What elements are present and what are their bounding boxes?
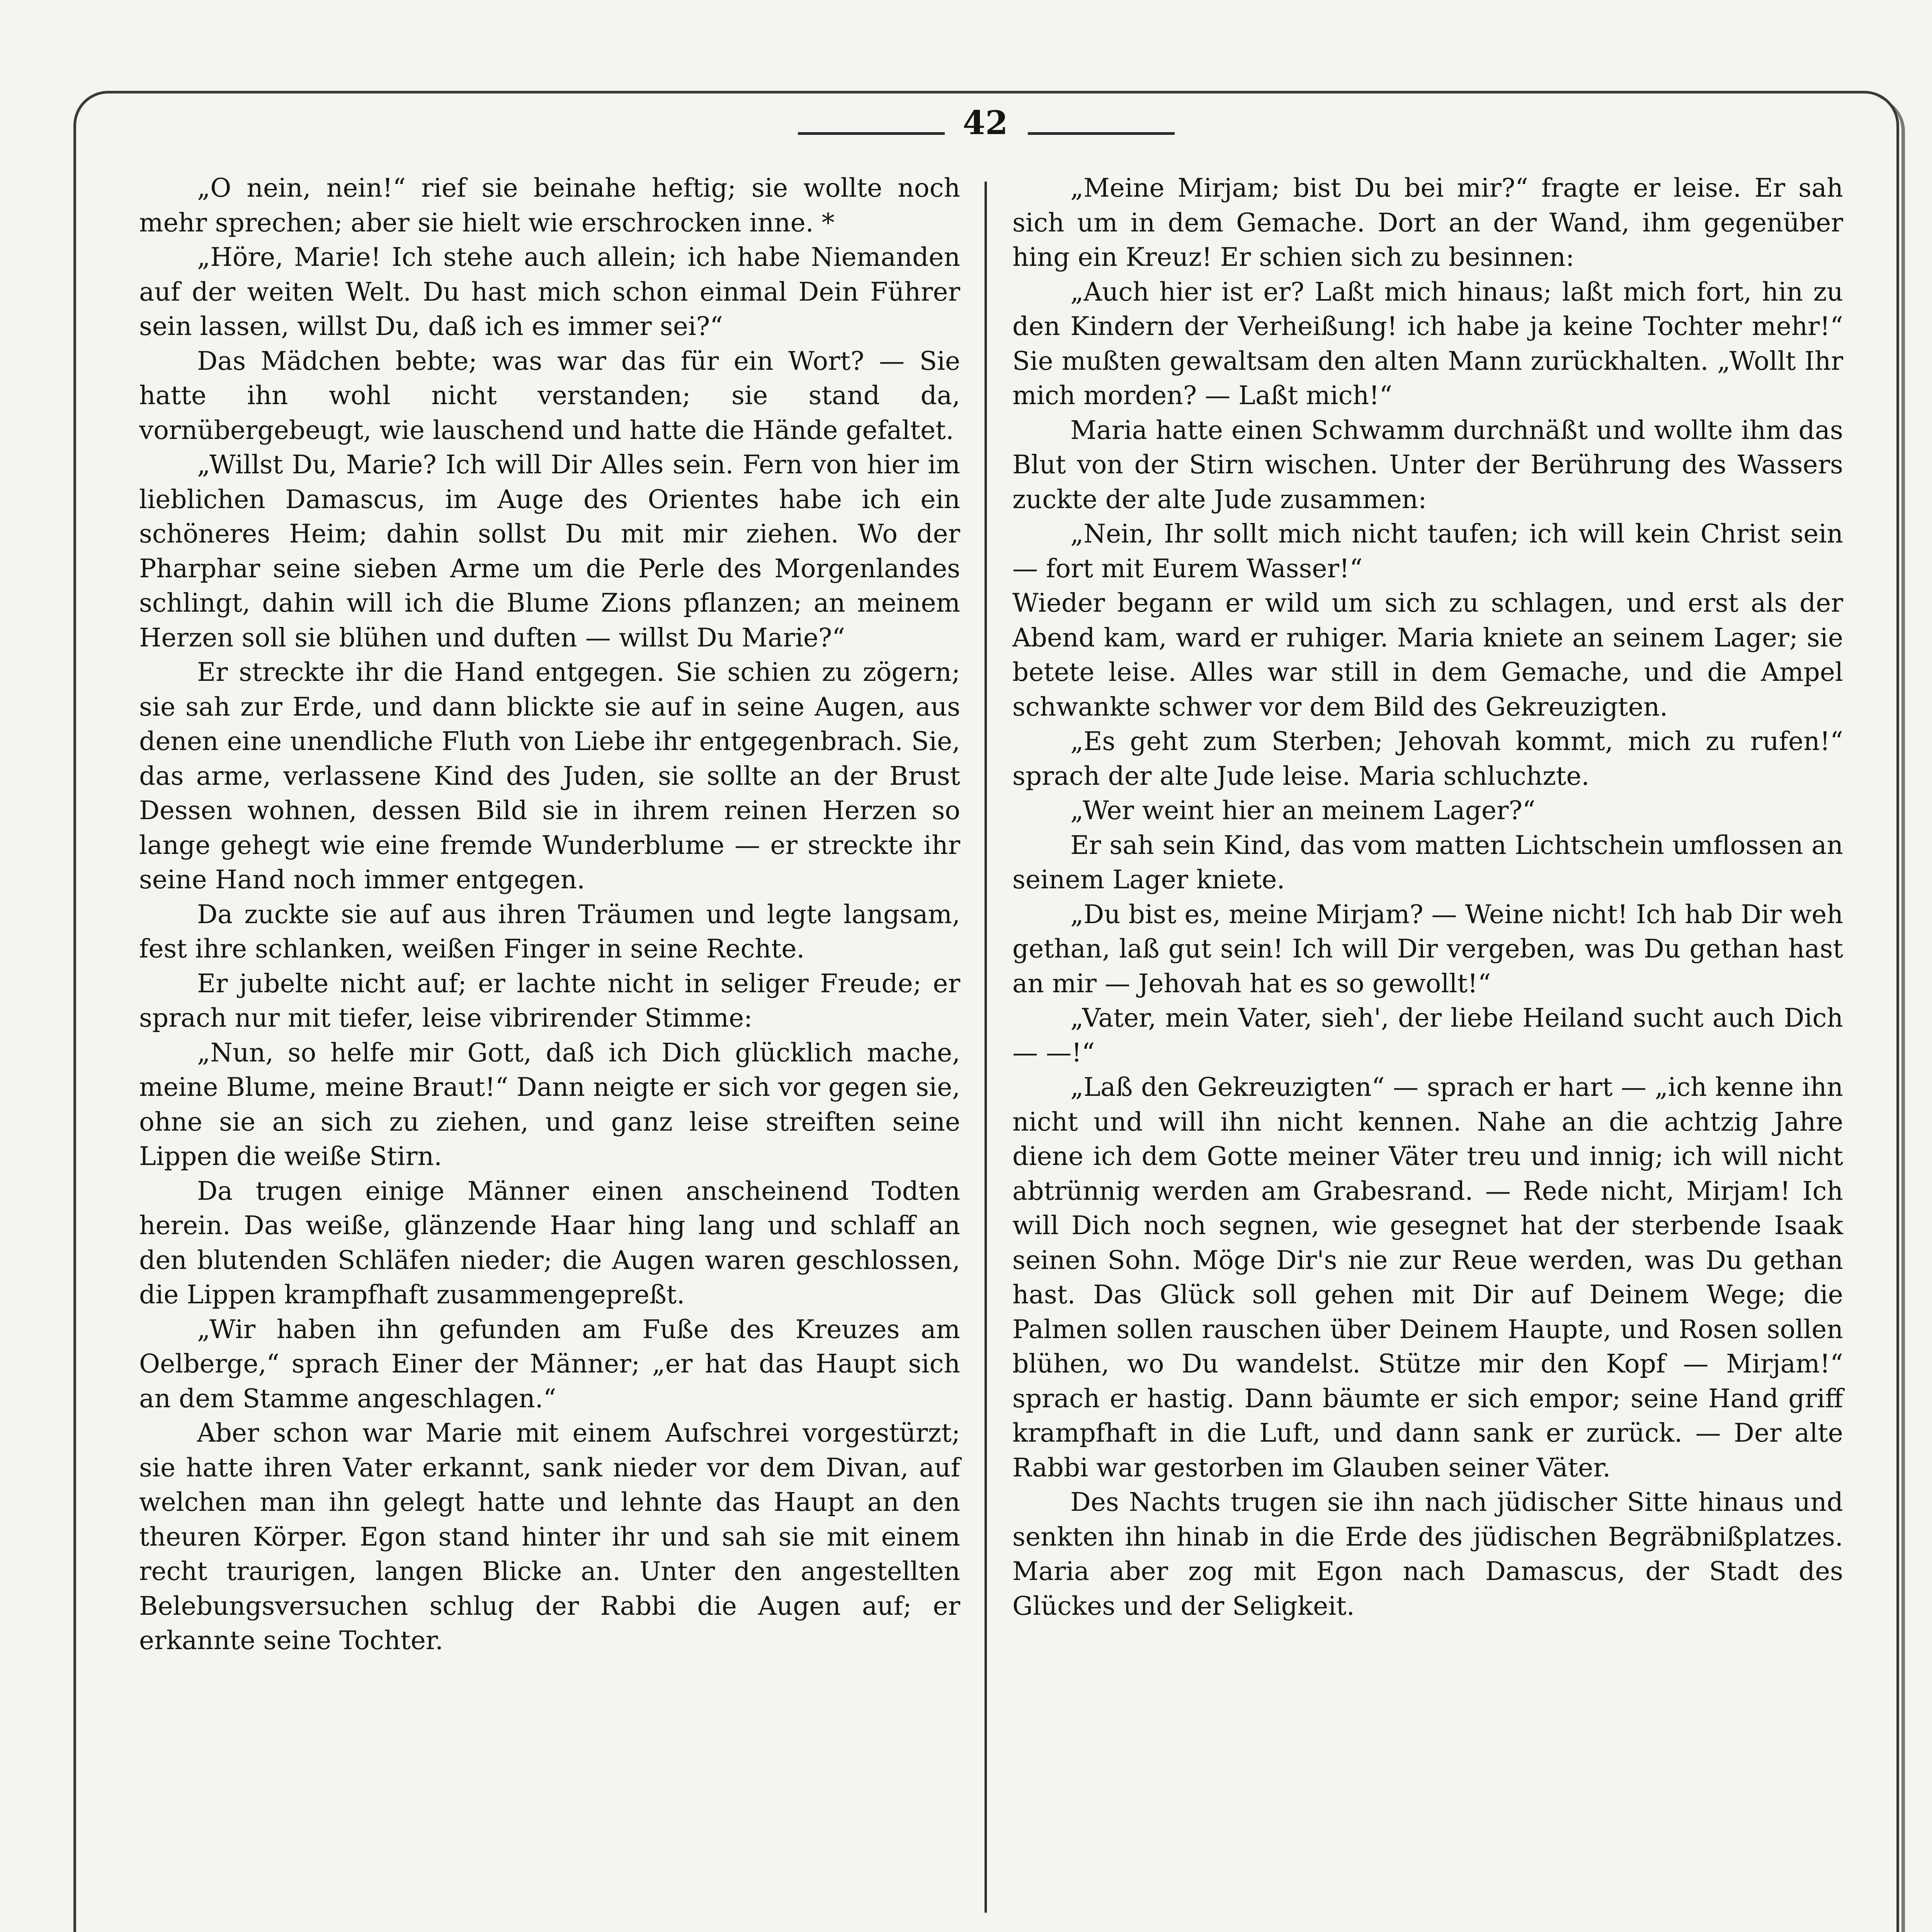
story1-left-paragraph: „Nun, so helfe mir Gott, daß ich Dich glücklich mache, meine Blume, meine Braut!“ Dann neigte er sich vor gegen sie, ohne sie an sich zu ziehen, und ganz leise streiften seine Lippen die weiße Stirn. — [139, 1037, 960, 1171]
story1-right-paragraph: Maria hatte einen Schwamm durchnäßt und wollte ihm das Blut von der Stirn wischen. Unter der Berührung des Wassers zuckte der alte Jude zusammen: — [1012, 415, 1843, 514]
story1-left-paragraph: Aber schon war Marie mit einem Aufschrei vorgestürzt; sie hatte ihren Vater erkannt, sank nieder vor dem Divan, auf welchen man ihn gelegt hatte und lehnte das Haupt an den theuren Körper. Egon stand hinter ihr und sah sie mit einem recht traurigen, langen Blicke an. Unter den angestellten Belebungsversuchen schlug der Rabbi die Augen auf; er erkannte seine Tochter. — [139, 1418, 960, 1655]
story1-right-paragraph: Des Nachts trugen sie ihn nach jüdischer Sitte hinaus und senkten ihn hinab in die Erde des jüdischen Begräbnißplatzes. Maria aber zog mit Egon nach Damascus, der Stadt des Glückes und der Seligkeit. — [1012, 1487, 1843, 1621]
page-number-rule-left — [798, 132, 945, 135]
story1-right-paragraph: Wieder begann er wild um sich zu schlagen, und erst als der Abend kam, ward er ruhiger. Maria kniete an seinem Lager; sie betete leise. Alles war still in dem Gemache, und die Ampel schwankte schwer vor dem Bild des Gekreuzigten. — [1012, 588, 1843, 722]
story1-left-column — [139, 171, 960, 1658]
story1-right-paragraph: „Laß den Gekreuzigten“ — sprach er hart — „ich kenne ihn nicht und will ihn nicht kennen. Nahe an die achtzig Jahre diene ich dem Gotte meiner Väter treu und innig; ich will nicht abtrünnig werden am Grabesrand. — Rede nicht, Mirjam! Ich will Dich noch segnen, wie gesegnet hat der sterbende Isaak seinen Sohn. Möge Dir's nie zur Reue werden, was Du gethan hast. Das Glück soll gehen mit Dir auf Deinem Wege; die Palmen sollen rauschen über Deinem Haupte, und Rosen sollen blühen, wo Du wandelst. Stütze mir den Kopf — Mirjam!“ sprach er hastig. Dann bäumte er sich empor; seine Hand griff krampfhaft in die Luft, und dann sank er zurück. — Der alte Rabbi war gestorben im Glauben seiner Väter. — [1012, 1072, 1843, 1483]
story1-right-paragraph: „Vater, mein Vater, sieh', der liebe Heiland sucht auch Dich — —!“ — [1012, 1003, 1843, 1068]
story1-left-paragraph: „Willst Du, Marie? Ich will Dir Alles sein. Fern von hier im lieblichen Damascus, im Auge des Orientes habe ich ein schöneres Heim; dahin sollst Du mit mir ziehen. Wo der Pharphar seine sieben Arme um die Perle des Morgenlandes schlingt, dahin will ich die Blume Zions pflanzen; an meinem Herzen soll sie blühen und duften — willst Du Marie?“ — [139, 450, 960, 653]
story1-right-paragraph: „Es geht zum Sterben; Jehovah kommt, mich zu rufen!“ sprach der alte Jude leise. Maria schluchzte. — [1012, 726, 1843, 791]
story1-right-paragraph: „Wer weint hier an meinem Lager?“ — [1070, 796, 1536, 825]
story1-left-paragraph: „Wir haben ihn gefunden am Fuße des Kreuzes am Oelberge,“ sprach Einer der Männer; „er hat das Haupt sich an dem Stamme angeschlagen.“ — [139, 1314, 960, 1413]
story1-right-paragraph: Er sah sein Kind, das vom matten Lichtschein umflossen an seinem Lager kniete. — [1012, 830, 1843, 895]
story1-right-paragraph: „Meine Mirjam; bist Du bei mir?“ fragte er leise. Er sah sich um in dem Gemache. Dort an der Wand, ihm gegenüber hing ein Kreuz! Er schien sich zu besinnen: — [1012, 173, 1843, 272]
story1-right-paragraph: „Du bist es, meine Mirjam? — Weine nicht! Ich hab Dir weh gethan, laß gut sein! Ich will Dir vergeben, was Du gethan hast an mir — Jehovah hat es so gewollt!“ — [1012, 899, 1843, 998]
story1-column-rule — [985, 182, 987, 1913]
story1-left-paragraph: Da trugen einige Männer einen anscheinend Todten herein. Das weiße, glänzende Haar hing lang und schlaff an den blutenden Schläfen nieder; die Augen waren geschlossen, die Lippen krampfhaft zusammengepreßt. — [139, 1176, 960, 1310]
story1-left-paragraph: Er jubelte nicht auf; er lachte nicht in seliger Freude; er sprach nur mit tiefer, leise vibrirender Stimme: — [139, 968, 960, 1033]
story1-left-paragraph: Er streckte ihr die Hand entgegen. Sie schien zu zögern; sie sah zur Erde, und dann blickte sie auf in seine Augen, aus denen eine unendliche Fluth von Liebe ihr entgegenbrach. Sie, das arme, verlassene Kind des Juden, sie sollte an der Brust Dessen wohnen, dessen Bild sie in ihrem reinen Herzen so lange gehegt wie eine fremde Wunderblume — er streckte ihr seine Hand noch immer entgegen. — [139, 657, 960, 895]
story1-left-paragraph: Da zuckte sie auf aus ihren Träumen und legte langsam, fest ihre schlanken, weißen Finger in seine Rechte. — [139, 899, 960, 964]
story1-left-paragraph: „Höre, Marie! Ich stehe auch allein; ich habe Niemanden auf der weiten Welt. Du hast mich schon einmal Dein Führer sein lassen, willst Du, daß ich es immer sei?“ — [139, 242, 960, 341]
story1-right-paragraph: „Auch hier ist er? Laßt mich hinaus; laßt mich fort, hin zu den Kindern der Verheißung! ich habe ja keine Tochter mehr!“ Sie mußten gewaltsam den alten Mann zurückhalten. „Wollt Ihr mich morden? — Laßt mich!“ — [1012, 277, 1843, 410]
page-number: 42 — [963, 104, 1008, 142]
story1-right-paragraph: „Nein, Ihr sollt mich nicht taufen; ich will kein Christ sein — fort mit Eurem Wasser!“ — [1012, 519, 1843, 583]
story1-right-column — [1012, 171, 1843, 1623]
story1-left-paragraph: Das Mädchen bebte; was war das für ein Wort? — Sie hatte ihn wohl nicht verstanden; sie stand da, vornübergebeugt, wie lauschend und hatte die Hände gefaltet. — [139, 346, 960, 445]
story1-left-paragraph: „O nein, nein!“ rief sie beinahe heftig; sie wollte noch mehr sprechen; aber sie hielt wie erschrocken inne. * — [139, 173, 960, 238]
page-number-rule-right — [1028, 132, 1175, 135]
